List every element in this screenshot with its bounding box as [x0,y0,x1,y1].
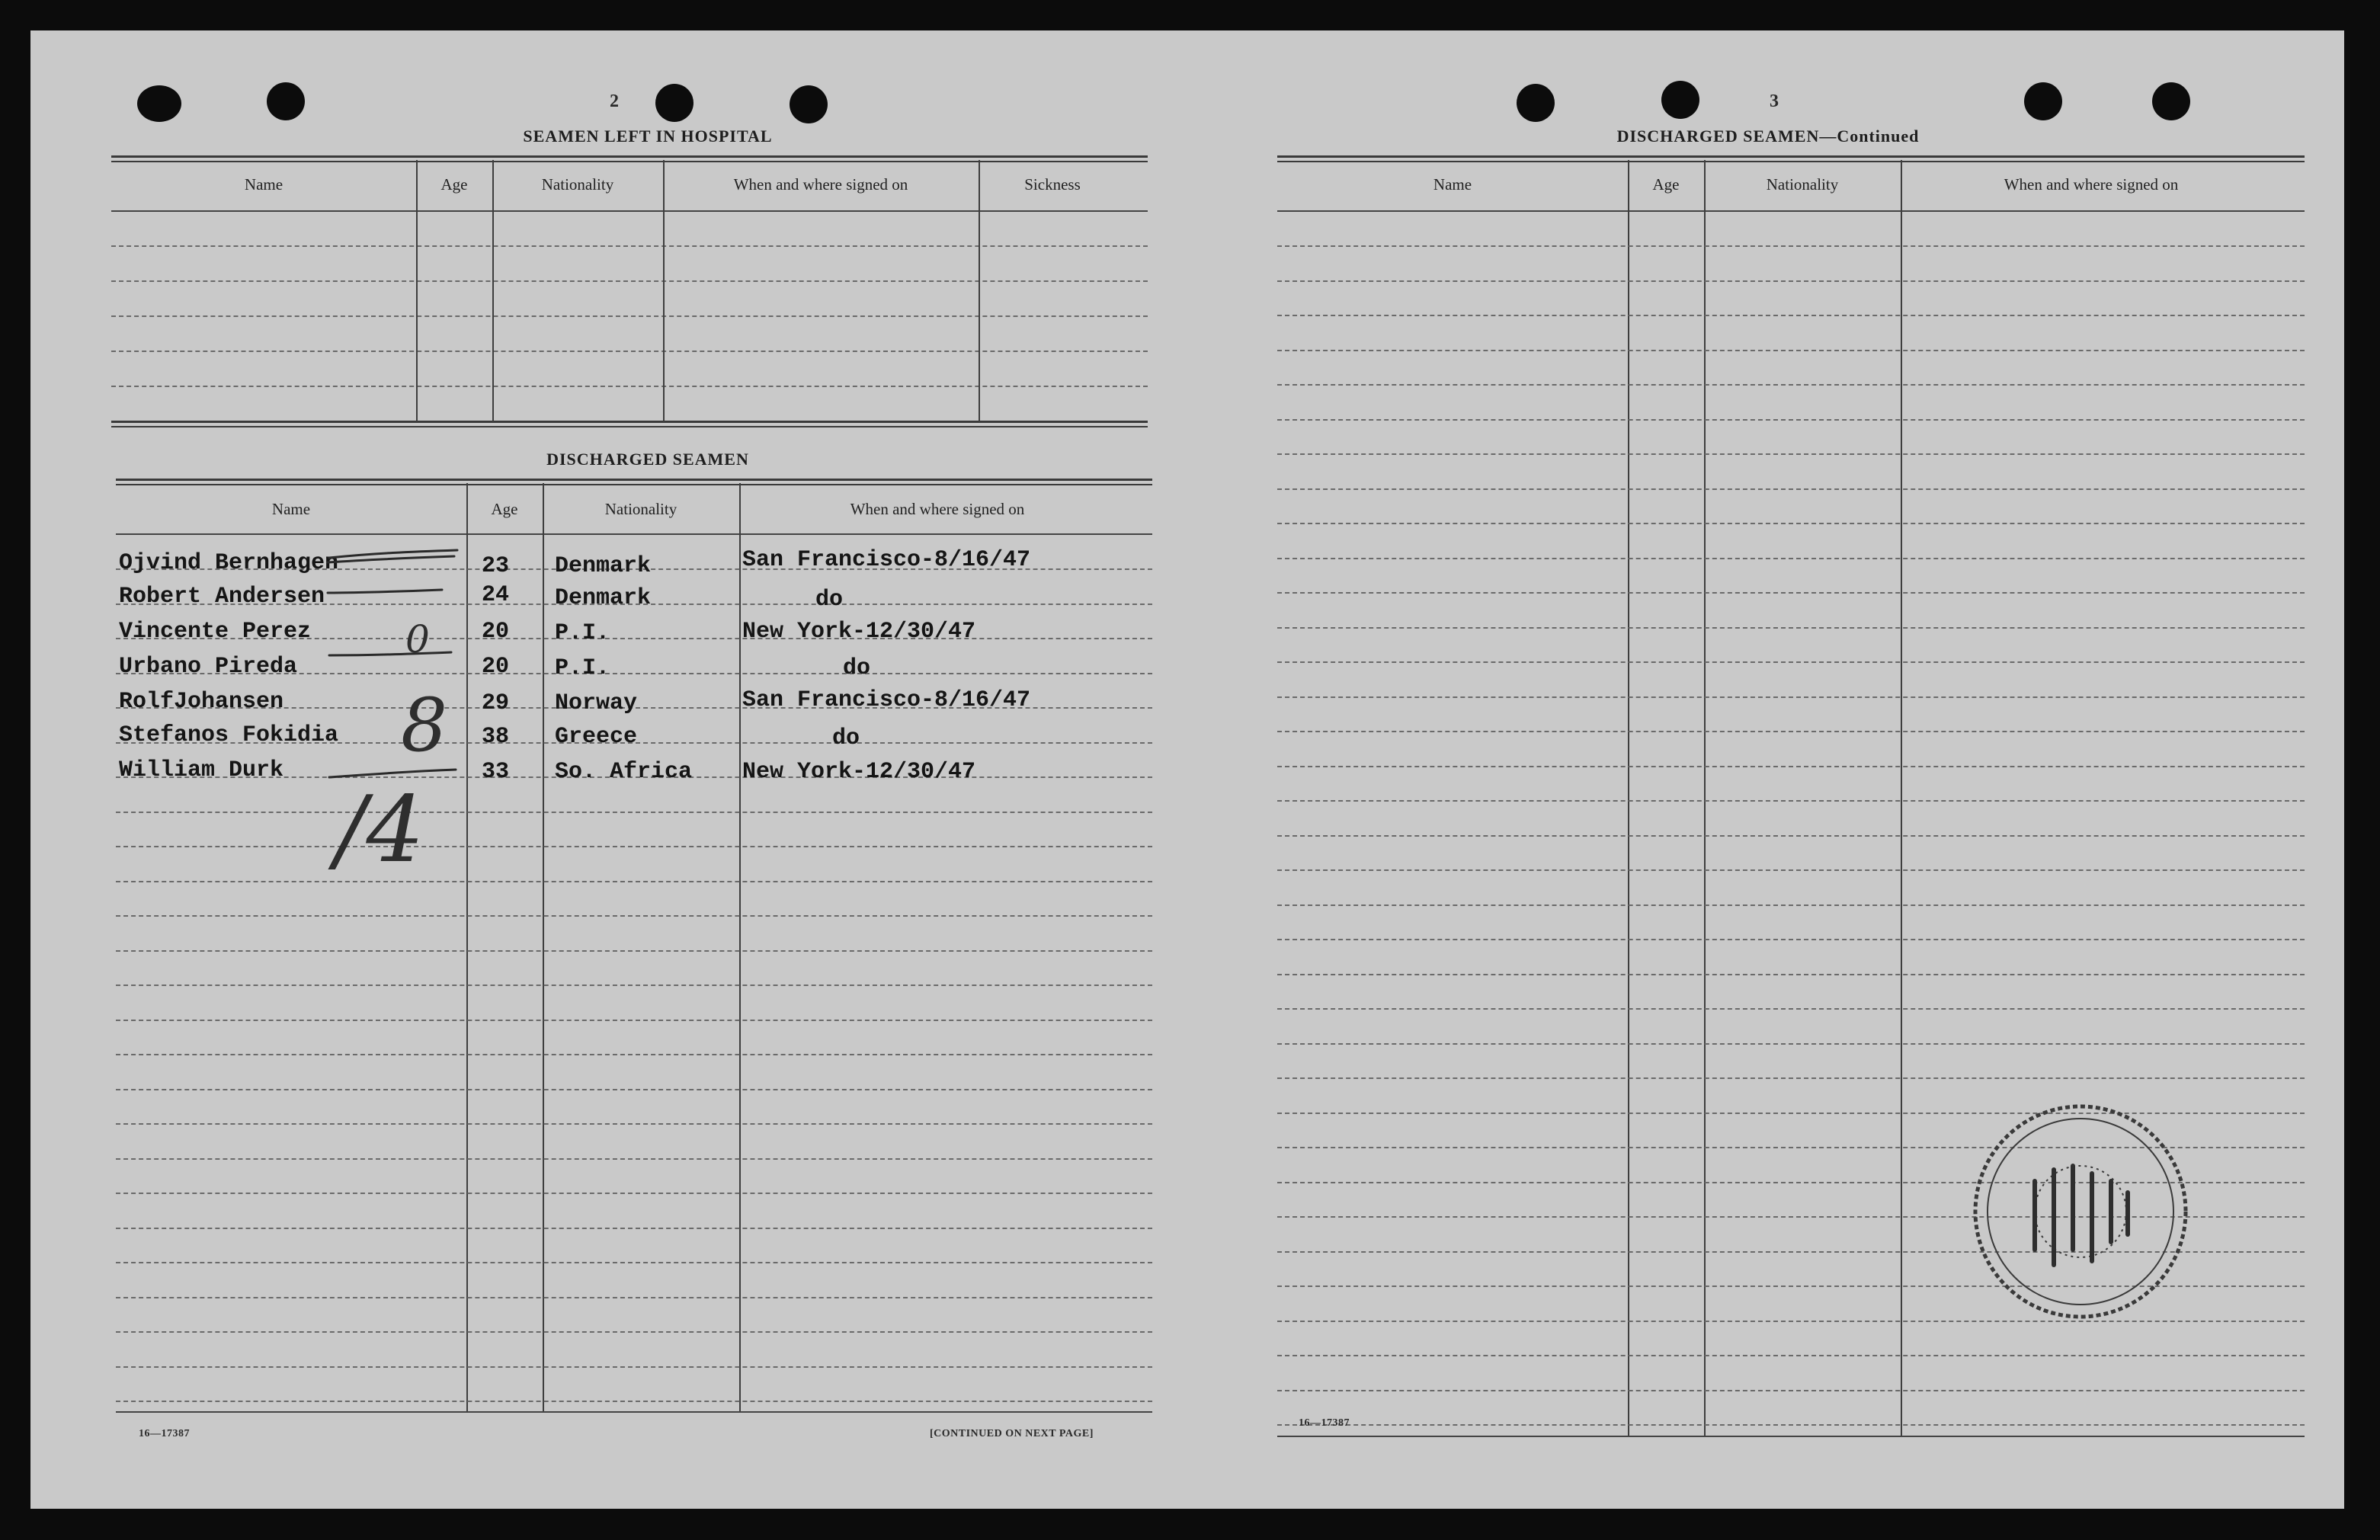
right-section-title: DISCHARGED SEAMEN—Continued [1616,126,1920,146]
row-line [1277,1077,2305,1079]
punch-hole [267,82,305,120]
right-table-bottom-rule [1277,1436,2305,1437]
punch-hole [137,85,181,122]
hospital-row-line [111,386,1148,387]
row-line [116,1158,1152,1160]
right-col-name: Name [1433,175,1472,194]
seaman-age: 29 [482,690,510,716]
seaman-age: 24 [482,582,510,608]
right-col-divider [1704,160,1706,1437]
hospital-col-divider [416,160,418,422]
seaman-nationality: So. Africa [555,759,693,785]
discharged-col-signed-on: When and where signed on [850,500,1025,518]
seaman-nationality: Norway [555,690,638,716]
hospital-col-age: Age [440,175,468,194]
hospital-row-line [111,280,1148,282]
row-line [116,1193,1152,1194]
discharged-header-rule [116,533,1152,535]
row-line [116,1123,1152,1125]
seaman-signed-on: San Francisco-8/16/47 [742,687,1031,713]
hospital-row-line [111,245,1148,247]
seaman-nationality: P.I. [555,620,610,646]
row-line [116,1401,1152,1402]
right-col-divider [1901,160,1902,1437]
row-line [1277,280,2305,282]
punch-hole [2024,82,2062,120]
discharged-col-divider [543,483,544,1413]
row-line [116,1366,1152,1368]
punch-hole [1661,81,1699,119]
check-stroke [329,770,456,777]
seaman-age: 20 [482,654,510,680]
check-stroke [329,652,451,655]
discharged-col-divider [739,483,741,1413]
discharged-section-title: DISCHARGED SEAMEN [546,450,749,469]
row-line [116,950,1152,952]
discharged-table-bottom-rule [116,1411,1152,1413]
seaman-signed-on: New York-12/30/47 [742,759,976,785]
row-line [1277,523,2305,524]
seaman-age: 33 [482,759,510,785]
punch-hole [1517,84,1555,122]
row-line [116,846,1152,847]
row-line [1277,315,2305,316]
seaman-age: 38 [482,724,510,750]
seaman-signed-on: San Francisco-8/16/47 [742,547,1031,573]
check-stroke [328,590,442,593]
right-table-top-rule [1277,155,2305,162]
right-col-nationality: Nationality [1766,175,1839,194]
row-line [1277,1043,2305,1045]
hospital-table-bottom-rule [111,421,1148,427]
seaman-age: 20 [482,619,510,645]
row-line [1277,869,2305,871]
row-line [1277,904,2305,906]
row-line [1277,731,2305,732]
row-line [116,881,1152,882]
row-line [1277,661,2305,663]
row-line [1277,1355,2305,1356]
row-line [1277,766,2305,767]
punch-hole [2152,82,2190,120]
seaman-age: 23 [482,553,510,579]
document-sheet [30,30,2344,1509]
row-line [1277,627,2305,629]
seaman-nationality: P.I. [555,655,610,681]
row-line [1277,974,2305,975]
right-col-age: Age [1652,175,1680,194]
row-line [1277,1008,2305,1010]
hospital-col-nationality: Nationality [541,175,614,194]
row-line [1277,696,2305,698]
row-line [1277,939,2305,940]
row-line [116,1262,1152,1263]
seaman-name: Robert Andersen [119,584,325,610]
row-line [116,1297,1152,1298]
seaman-signed-on: do [832,725,860,751]
hospital-col-divider [492,160,494,422]
discharged-table-top-rule [116,479,1152,485]
row-line [116,1331,1152,1333]
row-line [1277,592,2305,594]
seaman-name: Ojvind Bernhagen [119,550,339,576]
seaman-nationality: Denmark [555,585,652,611]
seaman-name: Vincente Perez [119,619,312,645]
row-line [1277,558,2305,559]
seaman-nationality: Greece [555,724,638,750]
row-line [1277,800,2305,802]
row-line [1277,835,2305,837]
handwritten-eight: 8 [401,683,448,768]
seaman-name: Stefanos Fokidia [119,722,339,748]
seaman-name: Urbano Pireda [119,654,298,680]
row-line [1277,384,2305,386]
discharged-col-age: Age [491,500,518,518]
row-line [116,1089,1152,1090]
right-col-signed-on: When and where signed on [2004,175,2179,194]
hospital-col-name: Name [244,175,283,194]
row-line [1277,419,2305,421]
row-line [1277,350,2305,351]
handwritten-four: /4 [335,777,424,883]
right-header-rule [1277,210,2305,212]
form-number-right: 16—17387 [1299,1417,1350,1429]
hospital-table-top-rule [111,155,1148,162]
row-line [1277,1390,2305,1391]
hospital-col-divider [663,160,665,422]
page-number-left: 2 [610,91,619,111]
hospital-col-divider [979,160,980,422]
seaman-nationality: Denmark [555,553,652,579]
row-line [116,1228,1152,1229]
seaman-signed-on: New York-12/30/47 [742,619,976,645]
right-col-divider [1628,160,1629,1437]
hospital-col-sickness: Sickness [1024,175,1081,194]
row-line [116,915,1152,917]
punch-hole [790,85,828,123]
seaman-name: RolfJohansen [119,689,284,715]
hospital-row-line [111,315,1148,317]
row-line [116,1020,1152,1021]
postmark-stamp [1966,1097,2195,1326]
hospital-header-rule [111,210,1148,212]
discharged-col-nationality: Nationality [604,500,677,518]
punch-hole [655,84,693,122]
seaman-signed-on: do [843,655,871,681]
hospital-col-signed-on: When and where signed on [733,175,908,194]
seaman-name: William Durk [119,757,284,783]
row-line [1277,488,2305,490]
row-line [1277,453,2305,455]
row-line [1277,1424,2305,1426]
continued-note: [CONTINUED ON NEXT PAGE] [930,1428,1094,1439]
hospital-section-title: SEAMEN LEFT IN HOSPITAL [523,126,773,146]
hospital-row-line [111,351,1148,352]
row-line [116,812,1152,813]
discharged-col-name: Name [271,500,311,518]
page-number-right: 3 [1770,91,1779,111]
row-line [1277,245,2305,247]
row-line [116,985,1152,986]
row-line [116,1054,1152,1055]
form-number-left: 16—17387 [139,1428,190,1439]
handwritten-zero: 0 [405,617,430,661]
seaman-signed-on: do [815,587,844,613]
